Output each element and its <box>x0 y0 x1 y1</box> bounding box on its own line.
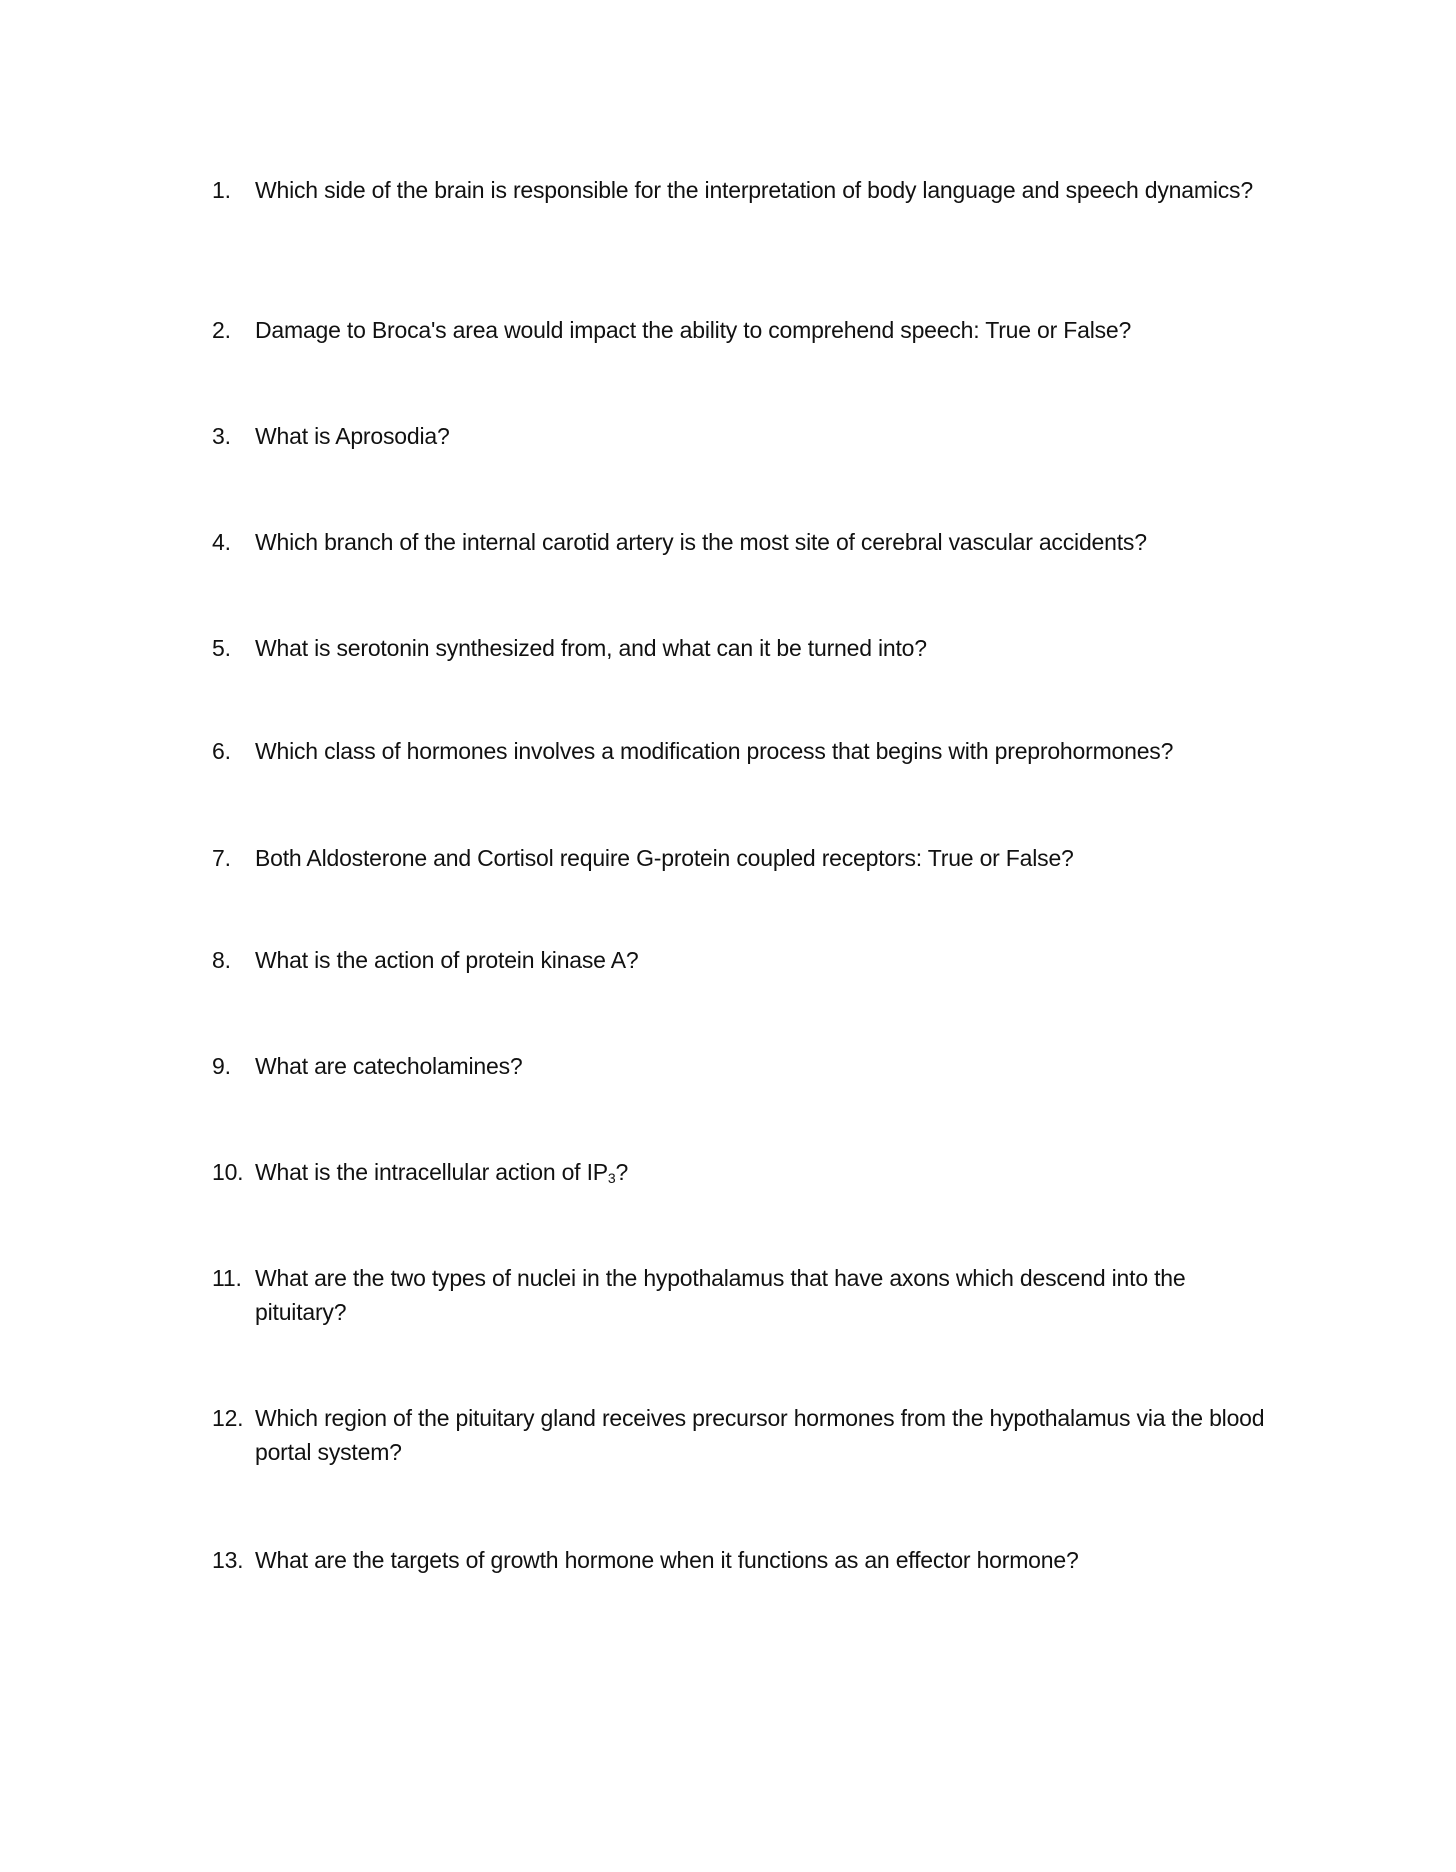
question-number: 4. <box>212 529 231 555</box>
question-number: 10. <box>212 1159 244 1185</box>
question-number: 13. <box>212 1547 244 1573</box>
question-text: What is the intracellular action of $IP_3$? <box>255 1159 629 1186</box>
question-number: 9. <box>212 1053 231 1079</box>
question-item <box>212 1401 1282 1469</box>
question-text: What are the two types of nuclei in the hypothalamus that have axons which descend into the pituitary? <box>255 1265 1186 1325</box>
question-number: 7. <box>212 845 231 871</box>
question-item <box>212 1049 1282 1083</box>
subscript-3: 3 <box>607 1170 616 1186</box>
question-text: What are the targets of growth hormone when it functions as an effector hormone? <box>255 1547 1079 1573</box>
question-text: What is the action of protein kinase A? <box>255 947 639 973</box>
question-item <box>212 943 1282 977</box>
question-number: 5. <box>212 635 231 661</box>
question-item <box>212 734 1282 768</box>
question-text: What is Aprosodia? <box>255 423 450 449</box>
question-number: 12. <box>212 1405 244 1431</box>
question-item <box>212 1543 1282 1577</box>
question-item <box>212 1261 1282 1329</box>
question-number: 3. <box>212 423 231 449</box>
question-text: What is serotonin synthesized from, and what can it be turned into? <box>255 635 927 661</box>
question-item <box>212 313 1282 347</box>
question-item <box>212 1155 1282 1189</box>
question-item <box>212 525 1282 559</box>
question-number: 11. <box>212 1265 242 1291</box>
question-text: Which branch of the internal carotid artery is the most site of cerebral vascular accidents? <box>255 529 1147 555</box>
question-text: What are catecholamines? <box>255 1053 523 1079</box>
question-item <box>212 841 1282 875</box>
question-item <box>212 173 1282 207</box>
question-number: 2. <box>212 317 231 343</box>
question-number: 1. <box>212 177 231 203</box>
question-item <box>212 419 1282 453</box>
question-text: Damage to Broca's area would impact the ability to comprehend speech: True or False? <box>255 317 1132 343</box>
question-text: Which side of the brain is responsible for the interpretation of body language and speech dynamics? <box>255 177 1253 203</box>
question-number: 8. <box>212 947 231 973</box>
question-text: Which class of hormones involves a modification process that begins with preprohormones? <box>255 738 1174 764</box>
question-number: 6. <box>212 738 231 764</box>
question-text: Both Aldosterone and Cortisol require G-protein coupled receptors: True or False? <box>255 845 1074 871</box>
question-item <box>212 631 1282 665</box>
question-text: Which region of the pituitary gland receives precursor hormones from the hypothalamus via the blood portal system? <box>255 1405 1265 1465</box>
